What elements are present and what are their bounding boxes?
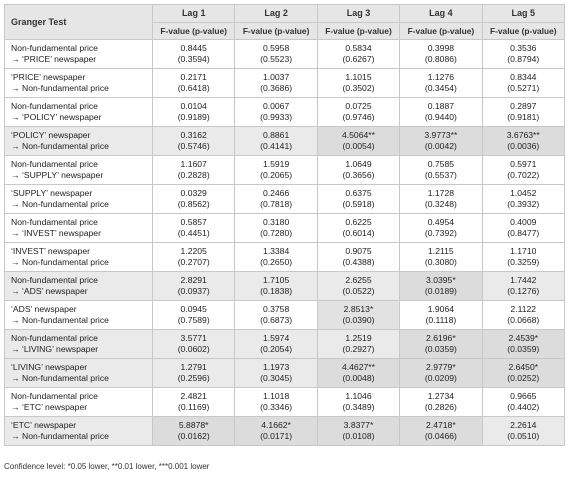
result-cell <box>153 185 235 214</box>
p-value: (0.7022) <box>507 170 540 180</box>
result-cell <box>317 40 399 69</box>
f-value: 2.6196* <box>426 333 456 343</box>
f-value: 0.3536 <box>510 43 537 53</box>
f-value: 0.5971 <box>510 159 537 169</box>
table-row <box>5 69 565 98</box>
lag-header: Lag 5 <box>482 5 564 23</box>
fvalue-subheader: F-value (p-value) <box>482 23 564 40</box>
p-value: (0.2828) <box>177 170 210 180</box>
p-value: (0.3932) <box>507 199 540 209</box>
effect-label: → Non-fundamental price <box>11 315 109 325</box>
test-description <box>5 185 153 214</box>
result-cell <box>317 417 399 446</box>
f-value: 1.0037 <box>262 72 290 82</box>
result-cell <box>317 359 399 388</box>
p-value: (0.4402) <box>507 402 540 412</box>
result-cell <box>317 214 399 243</box>
f-value: 0.8861 <box>262 130 290 140</box>
p-value: (0.4451) <box>177 228 210 238</box>
f-value: 0.0725 <box>345 101 372 111</box>
f-value: 1.5919 <box>262 159 290 169</box>
effect-label: → Non-fundamental price <box>11 373 109 383</box>
f-value: 4.1662* <box>261 420 291 430</box>
effect-label: → Non-fundamental price <box>11 431 109 441</box>
result-cell <box>482 359 564 388</box>
test-description <box>5 359 153 388</box>
p-value: (0.0359) <box>507 344 540 354</box>
f-value: 1.1018 <box>262 391 290 401</box>
f-value: 0.2897 <box>510 101 537 111</box>
f-value: 1.1973 <box>262 362 290 372</box>
p-value: (0.0042) <box>424 141 457 151</box>
f-value: 1.0452 <box>510 188 537 198</box>
result-cell <box>153 40 235 69</box>
lag-header: Lag 3 <box>317 5 399 23</box>
result-cell <box>482 40 564 69</box>
p-value: (0.2650) <box>260 257 293 267</box>
result-cell <box>235 388 317 417</box>
table-header <box>5 5 565 40</box>
f-value: 3.0395* <box>426 275 456 285</box>
result-cell <box>400 388 482 417</box>
table-body <box>5 40 565 446</box>
f-value: 0.9665 <box>510 391 537 401</box>
p-value: (0.0189) <box>424 286 457 296</box>
p-value: (0.0036) <box>507 141 540 151</box>
f-value: 0.4009 <box>510 217 537 227</box>
result-cell <box>482 98 564 127</box>
f-value: 0.3998 <box>427 43 455 53</box>
f-value: 1.1276 <box>427 72 455 82</box>
p-value: (0.2054) <box>260 344 293 354</box>
f-value: 3.9773** <box>424 130 458 140</box>
result-cell <box>235 272 317 301</box>
p-value: (0.0510) <box>507 431 540 441</box>
p-value: (0.3248) <box>424 199 457 209</box>
f-value: 0.8344 <box>510 72 537 82</box>
f-value: 0.5834 <box>345 43 372 53</box>
result-cell <box>235 301 317 330</box>
cause-label: ‘POLICY’ newspaper <box>11 130 91 140</box>
f-value: 1.5974 <box>262 333 290 343</box>
p-value: (0.2596) <box>177 373 210 383</box>
result-cell <box>317 185 399 214</box>
result-cell <box>317 272 399 301</box>
result-cell <box>317 330 399 359</box>
cause-label: Non-fundamental price <box>11 101 98 111</box>
p-value: (0.3045) <box>260 373 293 383</box>
f-value: 0.6225 <box>345 217 372 227</box>
p-value: (0.3686) <box>260 83 293 93</box>
result-cell <box>235 330 317 359</box>
p-value: (0.1118) <box>425 315 457 325</box>
effect-label: → Non-fundamental price <box>11 199 109 209</box>
f-value: 1.7442 <box>510 275 537 285</box>
f-value: 0.8445 <box>180 43 207 53</box>
f-value: 2.4821 <box>180 391 207 401</box>
p-value: (0.7392) <box>424 228 457 238</box>
f-value: 0.7585 <box>427 159 455 169</box>
p-value: (0.2927) <box>342 344 375 354</box>
result-cell <box>153 156 235 185</box>
p-value: (0.4141) <box>260 141 293 151</box>
result-cell <box>153 243 235 272</box>
p-value: (0.6873) <box>260 315 293 325</box>
result-cell <box>482 388 564 417</box>
result-cell <box>235 127 317 156</box>
f-value: 0.0104 <box>180 101 207 111</box>
f-value: 4.5064** <box>341 130 375 140</box>
result-cell <box>153 388 235 417</box>
p-value: (0.0602) <box>177 344 210 354</box>
p-value: (0.1169) <box>178 402 210 412</box>
effect-label: → ‘POLICY’ newspaper <box>11 112 102 122</box>
result-cell <box>153 330 235 359</box>
cause-label: Non-fundamental price <box>11 217 98 227</box>
test-description <box>5 330 153 359</box>
table-row <box>5 243 565 272</box>
result-cell <box>400 40 482 69</box>
result-cell <box>153 417 235 446</box>
cause-label: Non-fundamental price <box>11 391 98 401</box>
fvalue-subheader: F-value (p-value) <box>235 23 317 40</box>
f-value: 2.4718* <box>426 420 456 430</box>
test-description <box>5 417 153 446</box>
f-value: 2.4539* <box>508 333 539 343</box>
effect-label: → ‘ETC’ newspaper <box>11 402 88 412</box>
result-cell <box>400 301 482 330</box>
p-value: (0.5537) <box>424 170 457 180</box>
p-value: (0.2826) <box>424 402 457 412</box>
f-value: 0.5958 <box>262 43 290 53</box>
cause-label: ‘SUPPLY’ newspaper <box>11 188 93 198</box>
result-cell <box>317 69 399 98</box>
p-value: (0.0466) <box>424 431 457 441</box>
p-value: (0.0390) <box>342 315 375 325</box>
result-cell <box>400 359 482 388</box>
f-value: 1.2519 <box>345 333 372 343</box>
f-value: 1.1015 <box>345 72 372 82</box>
p-value: (0.0668) <box>507 315 540 325</box>
test-description <box>5 127 153 156</box>
f-value: 1.9064 <box>427 304 455 314</box>
p-value: (0.9189) <box>177 112 210 122</box>
result-cell <box>153 69 235 98</box>
f-value: 1.0649 <box>345 159 372 169</box>
result-cell <box>400 156 482 185</box>
result-cell <box>482 69 564 98</box>
p-value: (0.0048) <box>342 373 375 383</box>
p-value: (0.9746) <box>342 112 375 122</box>
lag-header: Lag 1 <box>153 5 235 23</box>
cause-label: Non-fundamental price <box>11 333 98 343</box>
f-value: 3.8377* <box>343 420 374 430</box>
result-cell <box>235 417 317 446</box>
f-value: 0.6375 <box>345 188 372 198</box>
result-cell <box>153 301 235 330</box>
f-value: 2.6255 <box>345 275 372 285</box>
effect-label: → Non-fundamental price <box>11 83 109 93</box>
result-cell <box>235 40 317 69</box>
result-cell <box>400 272 482 301</box>
p-value: (0.5271) <box>507 83 540 93</box>
result-cell <box>235 98 317 127</box>
f-value: 1.3384 <box>262 246 290 256</box>
result-cell <box>482 417 564 446</box>
fvalue-subheader: F-value (p-value) <box>153 23 235 40</box>
table-row <box>5 359 565 388</box>
p-value: (0.0522) <box>342 286 375 296</box>
test-description <box>5 301 153 330</box>
table-row <box>5 272 565 301</box>
result-cell <box>400 98 482 127</box>
p-value: (0.0108) <box>342 431 375 441</box>
p-value: (0.3502) <box>342 83 375 93</box>
f-value: 0.0945 <box>180 304 207 314</box>
f-value: 1.1710 <box>510 246 537 256</box>
result-cell <box>153 98 235 127</box>
table-row <box>5 388 565 417</box>
table-row <box>5 98 565 127</box>
result-cell <box>153 359 235 388</box>
cause-label: ‘LIVING’ newspaper <box>11 362 88 372</box>
result-cell <box>482 156 564 185</box>
p-value: (0.1838) <box>260 286 293 296</box>
f-value: 1.2791 <box>180 362 207 372</box>
f-value: 3.6763** <box>506 130 540 140</box>
result-cell <box>317 98 399 127</box>
p-value: (0.2707) <box>177 257 210 267</box>
confidence-footnote: Confidence level: *0.05 lower, **0.01 lower, ***0.001 lower <box>4 462 210 471</box>
p-value: (0.0937) <box>177 286 210 296</box>
fvalue-subheader: F-value (p-value) <box>400 23 482 40</box>
p-value: (0.9181) <box>507 112 540 122</box>
result-cell <box>235 156 317 185</box>
test-description <box>5 98 153 127</box>
effect-label: → ‘SUPPLY’ newspaper <box>11 170 104 180</box>
table-row <box>5 330 565 359</box>
f-value: 0.9075 <box>345 246 372 256</box>
effect-label: → Non-fundamental price <box>11 141 109 151</box>
cause-label: ‘ETC’ newspaper <box>11 420 77 430</box>
test-description <box>5 214 153 243</box>
granger-test-table <box>4 4 565 446</box>
cause-label: Non-fundamental price <box>11 275 98 285</box>
lag-header: Lag 4 <box>400 5 482 23</box>
test-description <box>5 69 153 98</box>
result-cell <box>317 156 399 185</box>
cause-label: ‘ADS’ newspaper <box>11 304 77 314</box>
f-value: 0.4954 <box>427 217 455 227</box>
result-cell <box>400 69 482 98</box>
result-cell <box>482 214 564 243</box>
result-cell <box>482 185 564 214</box>
effect-label: → Non-fundamental price <box>11 257 109 267</box>
result-cell <box>153 127 235 156</box>
table-row <box>5 417 565 446</box>
p-value: (0.8477) <box>507 228 540 238</box>
p-value: (0.0359) <box>424 344 457 354</box>
f-value: 2.2614 <box>510 420 537 430</box>
p-value: (0.1276) <box>507 286 540 296</box>
effect-label: → ‘ADS’ newspaper <box>11 286 88 296</box>
f-value: 1.2734 <box>427 391 455 401</box>
p-value: (0.9933) <box>260 112 293 122</box>
f-value: 0.2171 <box>180 72 207 82</box>
f-value: 2.6450* <box>508 362 539 372</box>
p-value: (0.7589) <box>177 315 210 325</box>
table-row <box>5 156 565 185</box>
result-cell <box>482 243 564 272</box>
table-row <box>5 127 565 156</box>
table-row <box>5 301 565 330</box>
result-cell <box>400 330 482 359</box>
p-value: (0.3080) <box>424 257 457 267</box>
result-cell <box>482 330 564 359</box>
p-value: (0.9440) <box>424 112 457 122</box>
result-cell <box>400 243 482 272</box>
f-value: 0.1887 <box>427 101 455 111</box>
result-cell <box>153 272 235 301</box>
f-value: 1.7105 <box>262 275 290 285</box>
result-cell <box>235 243 317 272</box>
cause-label: ‘INVEST’ newspaper <box>11 246 90 256</box>
result-cell <box>235 69 317 98</box>
p-value: (0.3656) <box>342 170 375 180</box>
result-cell <box>235 214 317 243</box>
test-description <box>5 388 153 417</box>
f-value: 2.1122 <box>510 304 537 314</box>
test-column-header: Granger Test <box>5 5 153 40</box>
result-cell <box>235 185 317 214</box>
f-value: 0.5857 <box>180 217 207 227</box>
p-value: (0.7818) <box>260 199 293 209</box>
table-row <box>5 214 565 243</box>
result-cell <box>482 272 564 301</box>
f-value: 0.3180 <box>262 217 290 227</box>
f-value: 1.1728 <box>427 188 455 198</box>
result-cell <box>235 359 317 388</box>
result-cell <box>482 301 564 330</box>
p-value: (0.0171) <box>260 431 293 441</box>
p-value: (0.3489) <box>342 402 375 412</box>
f-value: 2.8291 <box>180 275 207 285</box>
f-value: 1.2115 <box>428 246 454 256</box>
f-value: 0.3758 <box>262 304 290 314</box>
test-description <box>5 243 153 272</box>
f-value: 3.5771 <box>180 333 207 343</box>
test-description <box>5 156 153 185</box>
p-value: (0.3259) <box>507 257 540 267</box>
p-value: (0.6267) <box>342 54 375 64</box>
p-value: (0.0209) <box>424 373 457 383</box>
result-cell <box>400 185 482 214</box>
result-cell <box>317 388 399 417</box>
effect-label: → ‘PRICE’ newspaper <box>11 54 97 64</box>
result-cell <box>400 127 482 156</box>
f-value: 0.3162 <box>180 130 207 140</box>
p-value: (0.6014) <box>342 228 375 238</box>
p-value: (0.0162) <box>177 431 210 441</box>
f-value: 2.9779* <box>426 362 456 372</box>
effect-label: → ‘LIVING’ newspaper <box>11 344 99 354</box>
p-value: (0.3594) <box>177 54 210 64</box>
result-cell <box>317 127 399 156</box>
p-value: (0.3346) <box>260 402 293 412</box>
f-value: 1.2205 <box>180 246 207 256</box>
result-cell <box>400 417 482 446</box>
f-value: 1.1046 <box>345 391 372 401</box>
p-value: (0.5918) <box>342 199 375 209</box>
effect-label: → ‘INVEST’ newspaper <box>11 228 101 238</box>
cause-label: Non-fundamental price <box>11 159 98 169</box>
result-cell <box>482 127 564 156</box>
f-value: 0.0067 <box>262 101 290 111</box>
p-value: (0.0252) <box>507 373 540 383</box>
test-description <box>5 272 153 301</box>
p-value: (0.6418) <box>177 83 210 93</box>
p-value: (0.8562) <box>177 199 210 209</box>
p-value: (0.8086) <box>424 54 457 64</box>
table-row <box>5 185 565 214</box>
f-value: 5.8878* <box>178 420 209 430</box>
p-value: (0.7280) <box>260 228 293 238</box>
result-cell <box>317 243 399 272</box>
p-value: (0.5523) <box>260 54 293 64</box>
f-value: 4.4627** <box>341 362 375 372</box>
lag-header: Lag 2 <box>235 5 317 23</box>
p-value: (0.2065) <box>260 170 293 180</box>
f-value: 1.1607 <box>180 159 207 169</box>
result-cell <box>153 214 235 243</box>
cause-label: ‘PRICE’ newspaper <box>11 72 86 82</box>
p-value: (0.8794) <box>507 54 540 64</box>
result-cell <box>400 214 482 243</box>
cause-label: Non-fundamental price <box>11 43 98 53</box>
f-value: 0.0329 <box>180 188 207 198</box>
p-value: (0.5746) <box>177 141 210 151</box>
table-row <box>5 40 565 69</box>
result-cell <box>317 301 399 330</box>
f-value: 2.8513* <box>343 304 374 314</box>
p-value: (0.3454) <box>424 83 457 93</box>
fvalue-subheader: F-value (p-value) <box>317 23 399 40</box>
f-value: 0.2466 <box>262 188 290 198</box>
p-value: (0.4388) <box>342 257 375 267</box>
test-description <box>5 40 153 69</box>
p-value: (0.0054) <box>342 141 375 151</box>
